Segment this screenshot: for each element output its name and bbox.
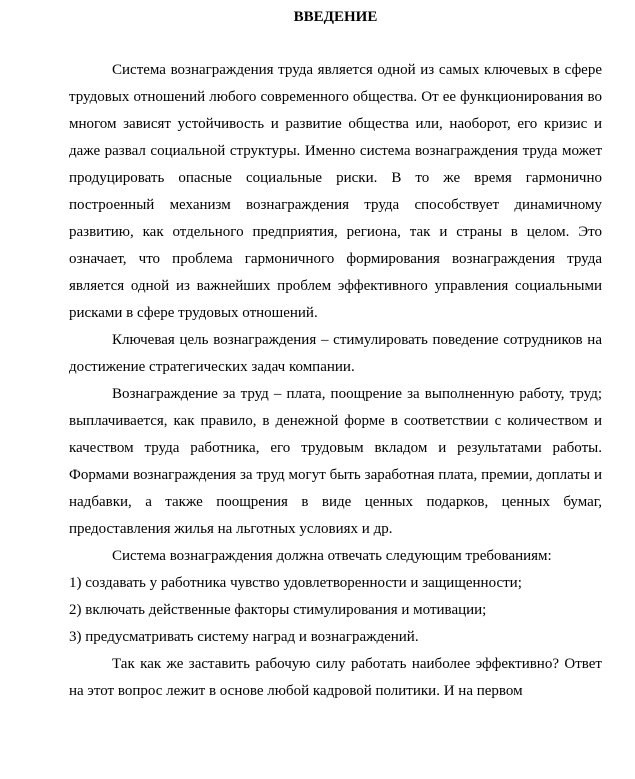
document-page	[69, 0, 602, 705]
list-item-requirement-2: 2) включать действенные факторы стимулирования и мотивации;	[69, 602, 487, 618]
paragraph-definition: Вознаграждение за труд – плата, поощрение за выполненную работу, труд; выплачивается, как правило, в денежной форме в соответствии с количеством и качеством труда работника, его трудовым вкладом и результатами работы. Формами вознаграждения за труд могут быть заработная плата, премии, доплаты и надбавки, а также поощрения в виде ценных подарков, ценных бумаг, предоставления жилья на льготных условиях и др.	[69, 386, 602, 537]
document-title: ВВЕДЕНИЕ	[293, 9, 378, 25]
paragraph-intro: Система вознаграждения труда является одной из самых ключевых в сфере трудовых отношений любого современного общества. От ее функционирования во многом зависят устойчивость и развитие общества или, наоборот, его кризис и даже развал социальной структуры. Именно система вознаграждения труда может продуцировать опасные социальные риски. В то же время гармонично построенный механизм вознаграждения труда способствует динамичному развитию, как отдельного предприятия, региона, так и страны в целом. Это означает, что проблема гармоничного формирования вознаграждения труда является одной из важнейших проблем эффективного управления социальными рисками в сфере трудовых отношений.	[69, 62, 602, 321]
paragraph-key-goal: Ключевая цель вознаграждения – стимулировать поведение сотрудников на достижение стратегических задач компании.	[69, 332, 602, 375]
list-item-requirement-3: 3) предусматривать систему наград и вознаграждений.	[69, 629, 419, 645]
paragraph-requirements-intro: Система вознаграждения должна отвечать следующим требованиям:	[112, 548, 552, 564]
paragraph-closing: Так как же заставить рабочую силу работать наиболее эффективно? Ответ на этот вопрос лежит в основе любой кадровой политики. И на первом	[69, 656, 602, 699]
list-item-requirement-1: 1) создавать у работника чувство удовлетворенности и защищенности;	[69, 575, 522, 591]
